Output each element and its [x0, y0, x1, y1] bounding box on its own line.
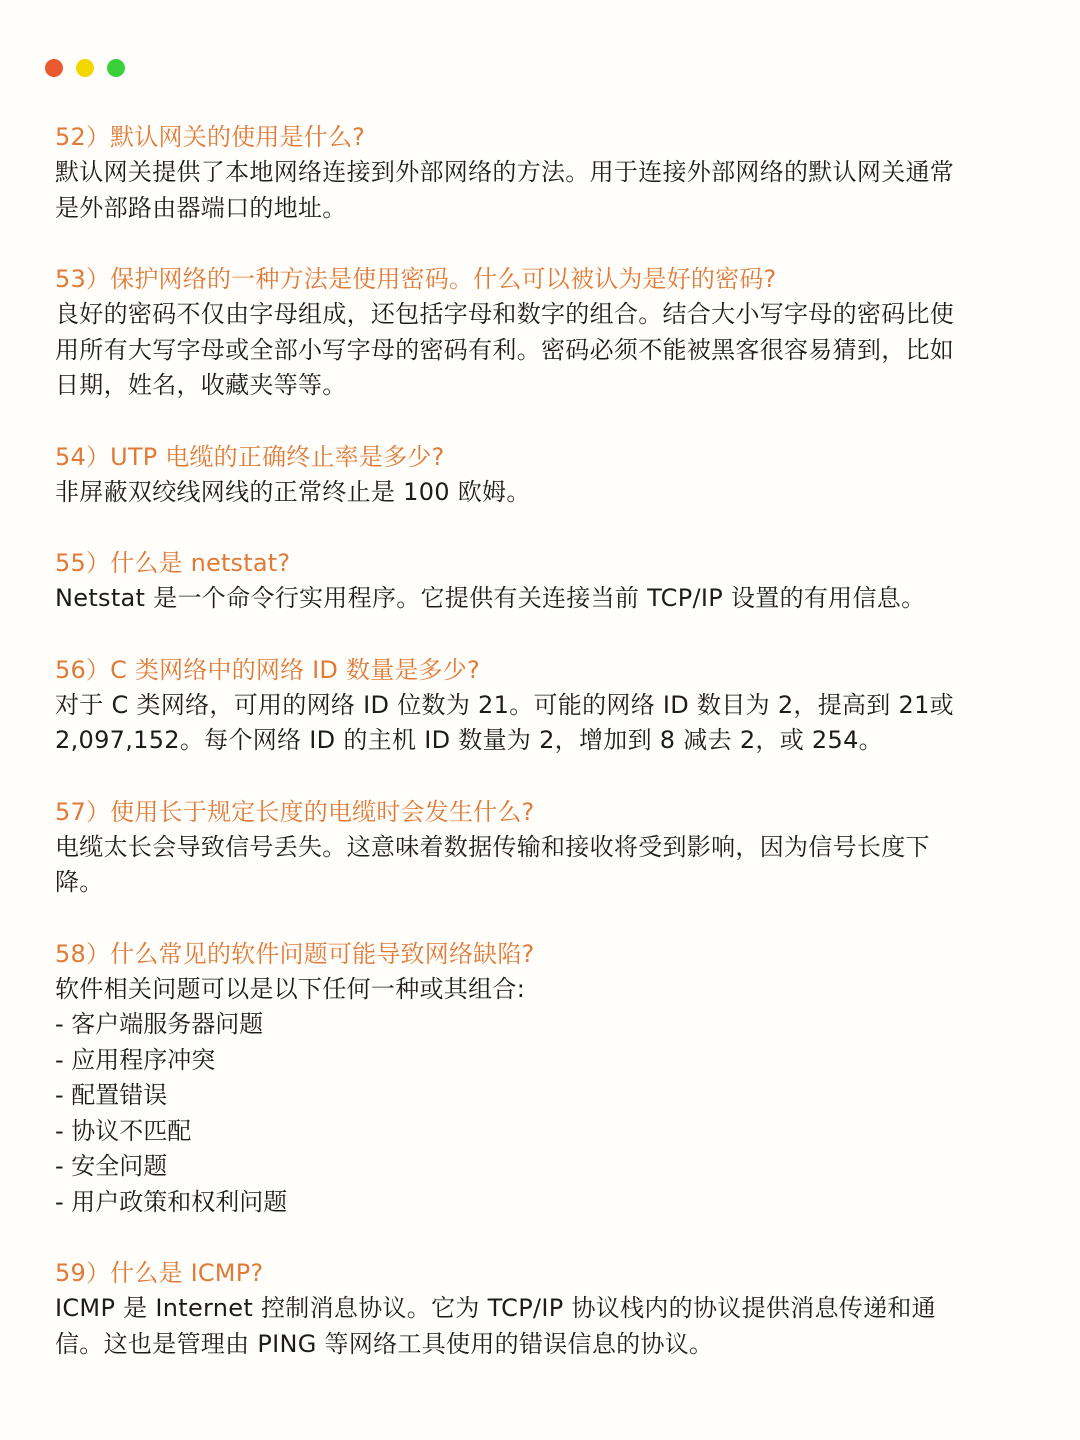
answer-line: 非屏蔽双绞线网线的正常终止是 100 欧姆。 — [55, 477, 531, 506]
green-dot-icon — [107, 59, 125, 77]
answer-text — [55, 1291, 1010, 1362]
answer-line: 软件相关问题可以是以下任何一种或其组合: — [55, 974, 526, 1003]
list-item: - 安全问题 — [55, 1152, 168, 1180]
question-heading: 58）什么常见的软件问题可能导致网络缺陷? — [55, 939, 535, 968]
answer-line: 对于 C 类网络，可用的网络 ID 位数为 21。可能的网络 ID 数目为 2，提高到 21或 — [55, 690, 954, 719]
answer-text — [55, 830, 1010, 901]
list-item: - 应用程序冲突 — [55, 1045, 216, 1074]
question-heading: 52）默认网关的使用是什么? — [55, 123, 366, 151]
qa-block — [55, 261, 1010, 404]
question-heading: 56）C 类网络中的网络 ID 数量是多少? — [55, 655, 480, 684]
qa-block — [55, 936, 1010, 1221]
qa-list — [55, 119, 1010, 1397]
answer-line: 是外部路由器端口的地址。 — [55, 193, 347, 222]
answer-text — [55, 972, 1010, 1008]
qa-block — [55, 119, 1010, 226]
answer-text — [55, 688, 1010, 759]
list-item: - 协议不匹配 — [55, 1116, 192, 1145]
question-heading: 57）使用长于规定长度的电缆时会发生什么? — [55, 797, 535, 826]
list-item: - 客户端服务器问题 — [55, 1010, 264, 1038]
qa-block — [55, 652, 1010, 759]
issue-list — [55, 1007, 1010, 1220]
question-heading: 53）保护网络的一种方法是使用密码。什么可以被认为是好的密码? — [55, 265, 777, 293]
answer-line: 2,097,152。每个网络 ID 的主机 ID 数量为 2，增加到 8 减去 2，或 254。 — [55, 726, 883, 754]
qa-block — [55, 439, 1010, 511]
answer-line: 良好的密码不仅由字母组成，还包括字母和数字的组合。结合大小写字母的密码比使 — [55, 300, 955, 328]
list-item: - 配置错误 — [55, 1081, 168, 1109]
answer-line: 信。这也是管理由 PING 等网络工具使用的错误信息的协议。 — [55, 1329, 714, 1358]
answer-text — [55, 155, 1010, 226]
qa-block — [55, 1255, 1010, 1362]
window-controls — [45, 59, 125, 77]
answer-line: 日期，姓名，收藏夹等等。 — [55, 371, 347, 399]
answer-line: Netstat 是一个命令行实用程序。它提供有关连接当前 TCP/IP 设置的有用信息。 — [55, 584, 926, 612]
question-heading: 54）UTP 电缆的正确终止率是多少? — [55, 442, 445, 471]
answer-text — [55, 297, 1010, 404]
list-item: - 用户政策和权利问题 — [55, 1187, 288, 1216]
answer-line: 电缆太长会导致信号丢失。这意味着数据传输和接收将受到影响，因为信号长度下 — [55, 832, 930, 861]
answer-text — [55, 475, 1010, 511]
qa-block — [55, 545, 1010, 617]
question-heading: 55）什么是 netstat? — [55, 549, 291, 577]
answer-line: 用所有大写字母或全部小写字母的密码有利。密码必须不能被黑客很容易猜到，比如 — [55, 335, 955, 364]
qa-block — [55, 794, 1010, 901]
yellow-dot-icon — [76, 59, 94, 77]
red-dot-icon — [45, 59, 63, 77]
answer-line: ICMP 是 Internet 控制消息协议。它为 TCP/IP 协议栈内的协议提供消息传递和通 — [55, 1294, 936, 1322]
question-heading: 59）什么是 ICMP? — [55, 1259, 264, 1287]
answer-line: 降。 — [55, 868, 104, 896]
answer-line: 默认网关提供了本地网络连接到外部网络的方法。用于连接外部网络的默认网关通常 — [55, 158, 955, 186]
answer-text — [55, 581, 1010, 617]
